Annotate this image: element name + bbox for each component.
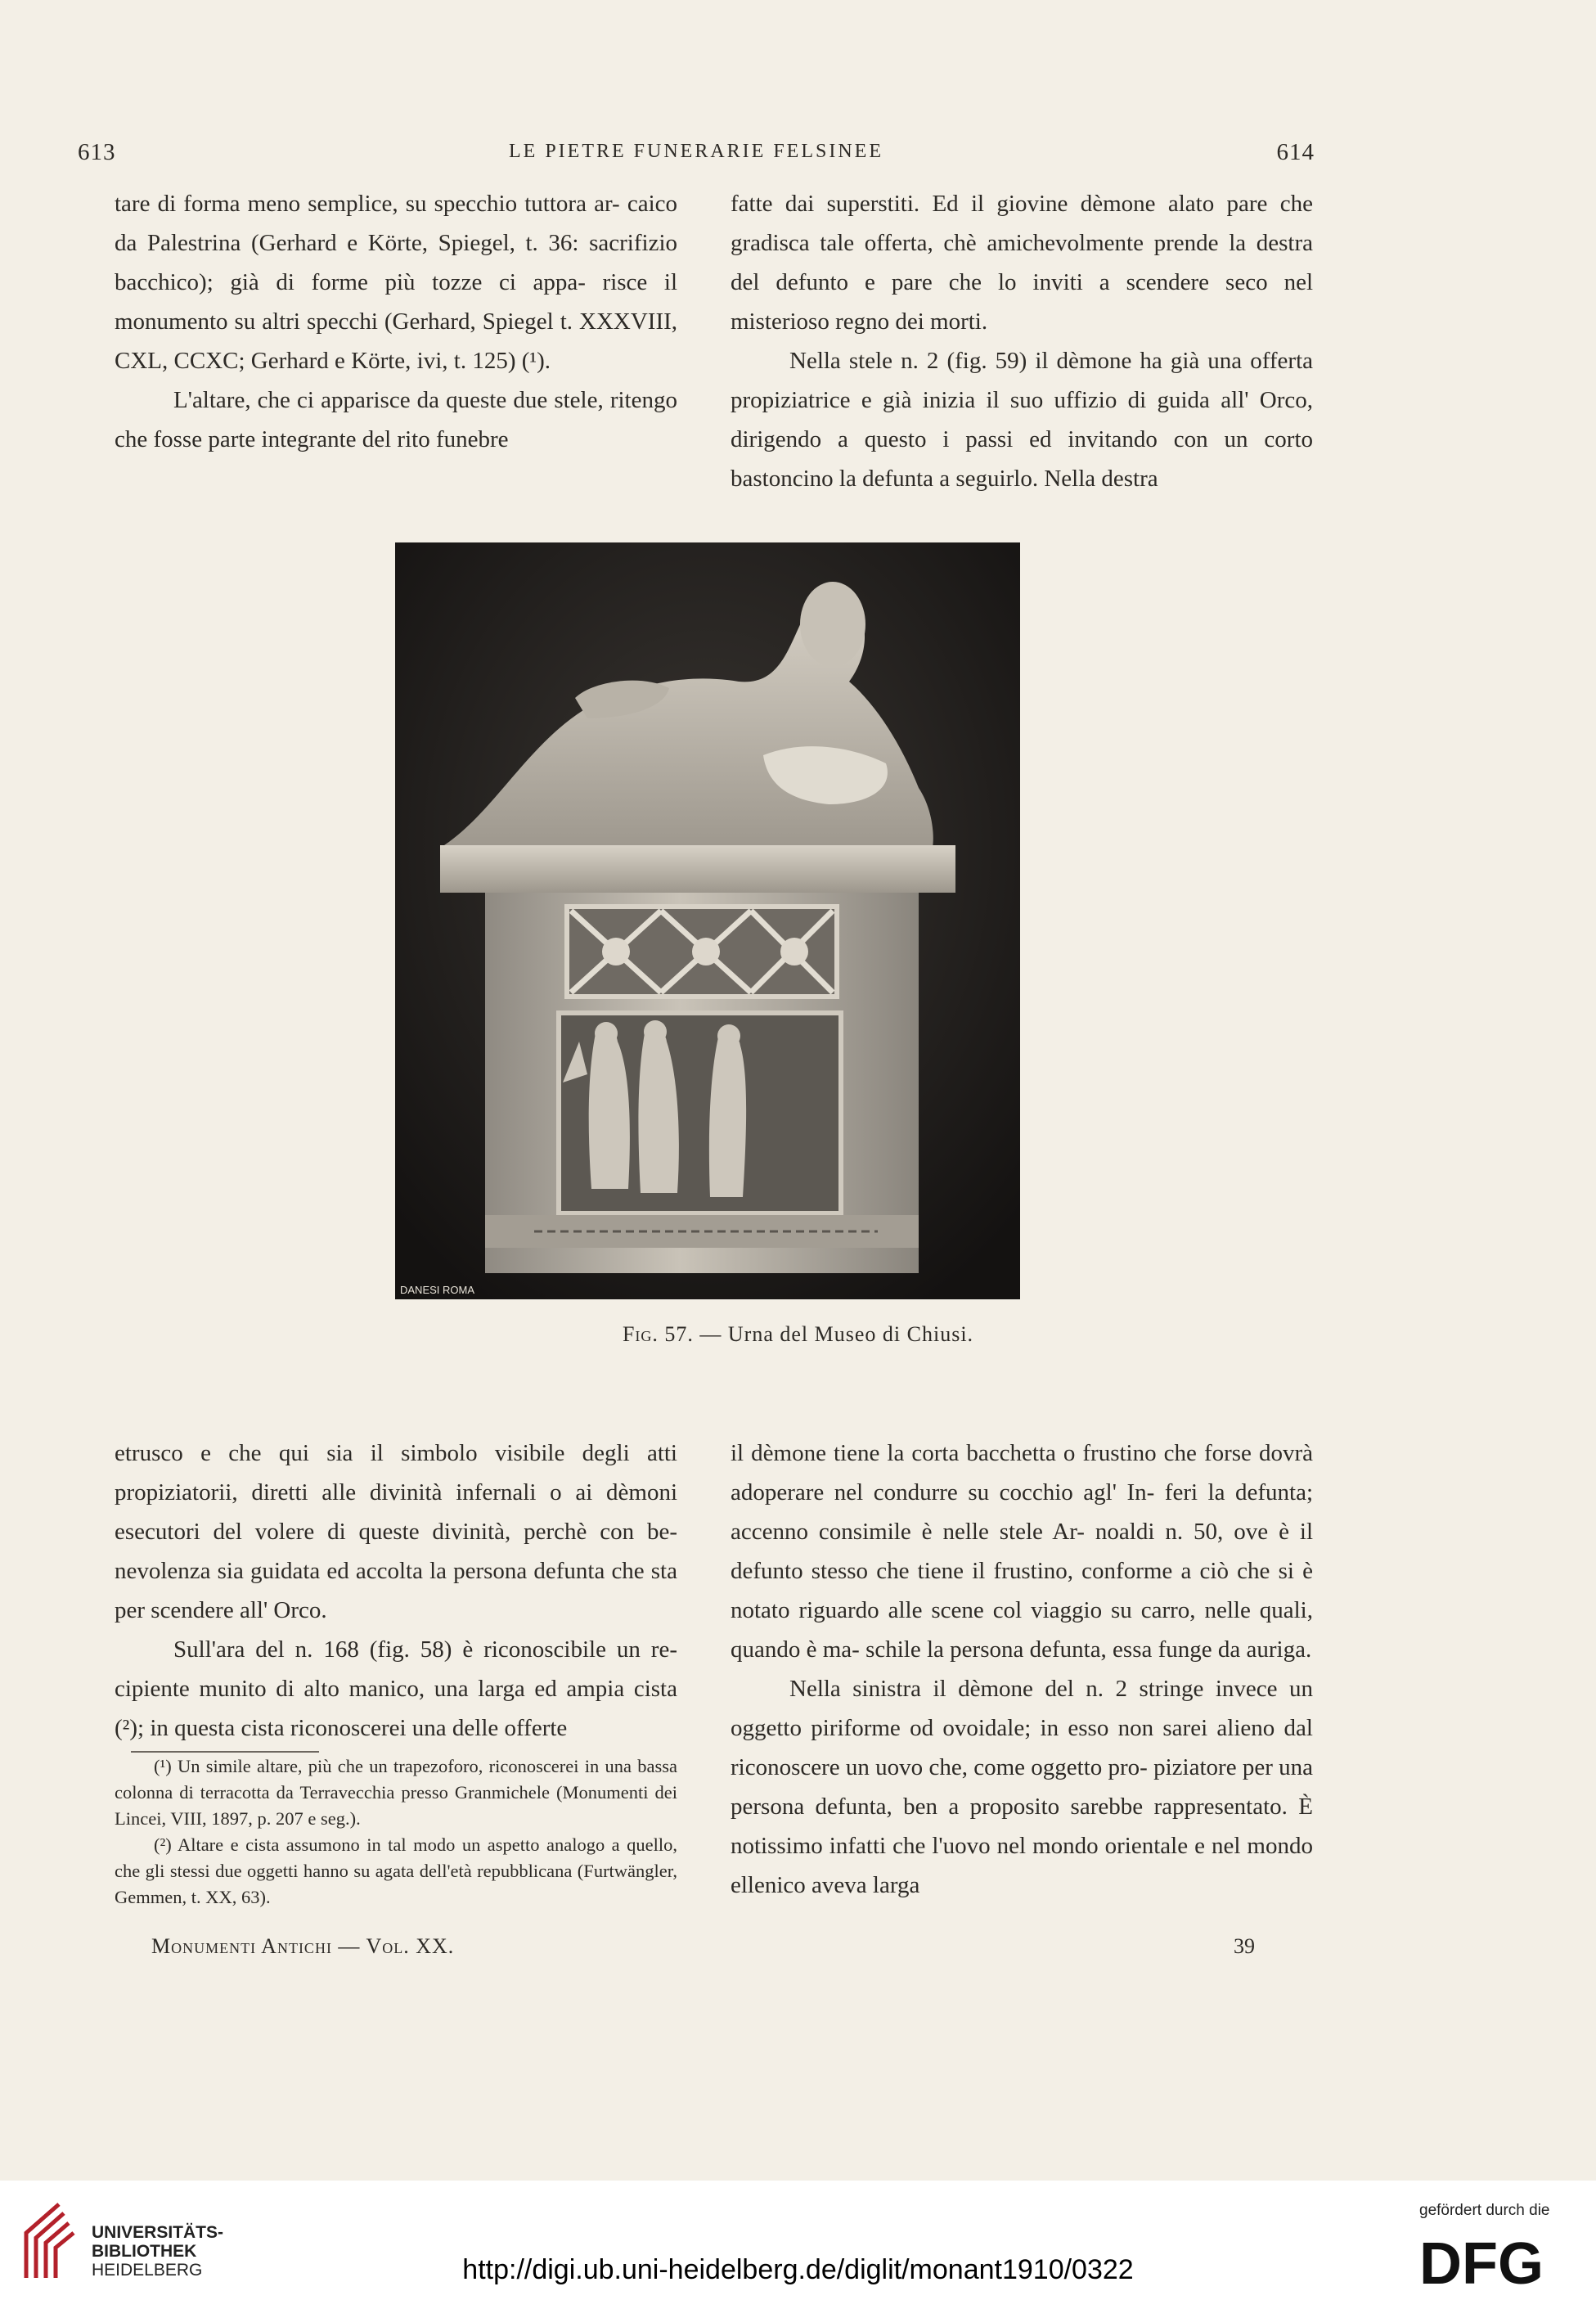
- figure-urn-photo: [395, 542, 1020, 1299]
- line: frustino, conforme a ciò che si è notato riguardo alle: [731, 1558, 1313, 1623]
- figure-head: [800, 582, 865, 667]
- urn-illustration: [395, 542, 1020, 1299]
- figure-label: Fig. 57.: [622, 1322, 694, 1346]
- digitization-url[interactable]: http://digi.ub.uni-heidelberg.de/diglit/monant1910/0322: [462, 2254, 1134, 2285]
- top-left-column: [115, 184, 677, 459]
- line: etrusco e che qui sia il simbolo visibile degli atti: [115, 1440, 677, 1466]
- line: alieno dal riconoscere un uovo che, come oggetto pro-: [731, 1715, 1313, 1780]
- urn-lid-slab: [440, 845, 955, 893]
- paragraph: [731, 1434, 1313, 1669]
- paragraph: [115, 1434, 677, 1630]
- figure-caption-text: — Urna del Museo di Chiusi.: [693, 1322, 974, 1346]
- paragraph: [731, 341, 1313, 498]
- bottom-right-column: [731, 1434, 1313, 1905]
- top-right-column: [731, 184, 1313, 498]
- footnote-rule: [131, 1751, 319, 1753]
- running-header: [78, 139, 1315, 172]
- digitization-footer: [0, 2181, 1596, 2309]
- paragraph: [115, 1630, 677, 1748]
- dfg-logo-icon: [1419, 2233, 1575, 2290]
- footnote-2: (²) Altare e cista assumono in tal modo un aspetto analogo a quello, che gli stessi due oggetti hanno su agata dell'età repubblicana (Furtwängler, Gemmen, t. XX, 63).: [115, 1834, 677, 1907]
- footnotes: [115, 1753, 677, 1911]
- line: nevolenza sia guidata ed accolta la persona defunta: [115, 1558, 605, 1584]
- page-number-right: 614: [1276, 139, 1315, 165]
- line: tare di forma meno semplice, su specchio tuttora ar-: [115, 191, 620, 217]
- library-name-line: UNIVERSITÄTS-: [92, 2223, 224, 2242]
- line: Nella stele n. 2 (fig. 59) il dèmone ha già una: [789, 348, 1243, 374]
- line: piziatore per una persona defunta, ben a proposito: [731, 1754, 1314, 1820]
- line: un corto bastoncino la defunta a seguirlo. Nella destra: [731, 426, 1314, 492]
- line: esecutori del volere di queste divinità, perchè con be-: [115, 1519, 677, 1545]
- paragraph: [115, 184, 677, 380]
- funder-name: DFG: [1419, 2233, 1544, 2290]
- paragraph: [115, 380, 677, 459]
- line: noaldi n. 50, ove è il defunto stesso che tiene il: [731, 1519, 1314, 1584]
- page-number-left: 613: [78, 139, 116, 165]
- line: forse dovrà adoperare nel condurre su cocchio agl' In-: [731, 1440, 1313, 1506]
- line: t. 125) (¹).: [453, 348, 551, 374]
- line: t. XXXVIII, CXL, CCXC; Gerhard e Körte, ivi,: [115, 308, 678, 374]
- line: propiziatorii, diretti alle divinità infernali o ai dèmoni: [115, 1479, 677, 1506]
- line: seco nel misterioso regno dei morti.: [731, 269, 1313, 335]
- line: sarebbe rappresentato. È notissimo infatti che l'uovo: [731, 1794, 1314, 1859]
- running-title: LE PIETRE FUNERARIE FELSINEE: [509, 141, 883, 162]
- line: nel mondo orientale e nel mondo ellenico aveva larga: [731, 1833, 1313, 1898]
- line: all' Orco, dirigendo a questo i passi ed invitando con: [731, 387, 1314, 452]
- line: scene col viaggio su carro, nelle quali, quando è ma-: [731, 1597, 1313, 1663]
- paragraph: [731, 184, 1313, 341]
- line: il dèmone tiene la corta bacchetta o frustino che: [731, 1440, 1197, 1466]
- line: risce il monumento su altri specchi (Gerhard, Spiegel: [115, 269, 678, 335]
- line: che sta per scendere all' Orco.: [115, 1558, 677, 1623]
- line: Nella sinistra il dèmone del n. 2 stringe invece: [789, 1676, 1278, 1702]
- line: L'altare, che ci apparisce da queste due stele,: [173, 387, 604, 413]
- line: cipiente munito di alto manico, una larga ed ampia: [115, 1676, 625, 1702]
- line: caico da Palestrina (Gerhard e Körte, Spiegel, t. 36:: [115, 191, 677, 256]
- library-name-line: HEIDELBERG: [92, 2261, 203, 2280]
- line: sacrifizio bacchico); già di forme più tozze ci appa-: [115, 230, 678, 295]
- bottom-left-column: [115, 1434, 677, 1748]
- line: cista (²); in questa cista riconoscerei una delle offerte: [115, 1676, 677, 1741]
- journal-footer: Monumenti Antichi — Vol. XX.: [151, 1934, 455, 1958]
- line: fatte dai superstiti. Ed il giovine dèmone alato pare: [731, 191, 1268, 217]
- line: schile la persona defunta, essa funge da auriga.: [865, 1636, 1312, 1663]
- figure-caption: [0, 1322, 1596, 1347]
- line: feri la defunta; accenno consimile è nelle stele Ar-: [731, 1479, 1314, 1545]
- line: la destra del defunto e pare che lo inviti a scendere: [731, 230, 1314, 295]
- footnote-1: (¹) Un simile altare, più che un trapezoforo, riconoscerei in una bassa colonna di terracotta da Terravecchia presso Granmichele (Monumenti dei Lincei, VIII, 1897, p. 207 e seg.).: [115, 1756, 677, 1829]
- line: ritengo che fosse parte integrante del rito funebre: [115, 387, 677, 452]
- line: che gradisca tale offerta, chè amichevolmente prende: [731, 191, 1314, 256]
- paragraph: [731, 1669, 1313, 1905]
- funded-by-label: gefördert durch die: [1419, 2202, 1550, 2219]
- signature-mark: 39: [1234, 1934, 1255, 1958]
- line: un oggetto piriforme od ovoidale; in esso non sarei: [731, 1676, 1314, 1741]
- photo-credit: DANESI ROMA: [400, 1284, 475, 1296]
- line: Sull'ara del n. 168 (fig. 58) è riconoscibile un re-: [173, 1636, 677, 1663]
- line: offerta propiziatrice e già inizia il suo uffizio di guida: [731, 348, 1313, 413]
- library-name-line: BIBLIOTHEK: [92, 2242, 197, 2261]
